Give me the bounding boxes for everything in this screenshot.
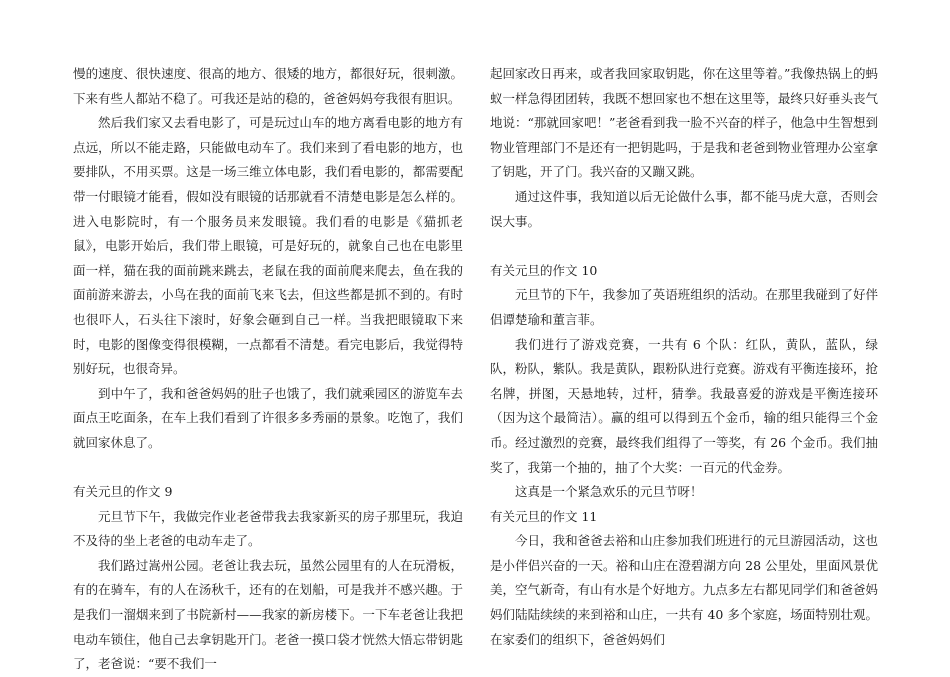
paragraph: 元旦节下午，我做完作业老爸带我去我家新买的房子那里玩，我迫不及待的坐上老爸的电动车走了。 [73,508,463,549]
spacer [490,234,878,259]
paragraph: 今日，我和爸爸去裕和山庄参加我们班进行的元旦游园活动，这也是小伴侣兴奋的一天。裕和山庄在澄碧湖方向 28 公里处，里面风景优美，空气新奇，有山有水是个好地方。九点多左右都见同学们和爸爸妈妈们陆陆续续的来到裕和山庄，一共有 40 多个家庭，场面特别壮观。在家委们的组织下，爸爸妈妈们 [490,533,878,647]
paragraph: 慢的速度、很快速度、很高的地方、很矮的地方，都很好玩，很刺激。下来有些人都站不稳了。可我还是站的稳的，爸爸妈妈夸我很有胆识。 [73,66,463,106]
section-heading-9: 有关元旦的作文 9 [73,484,173,500]
paragraph: 通过这件事，我知道以后无论做什么事，都不能马虎大意，否则会误大事。 [490,188,878,229]
left-column [73,62,463,677]
paragraph: 到中午了，我和爸爸妈妈的肚子也饿了，我们就乘园区的游览车去面点王吃面条，在车上我们看到了许很多多秀丽的景象。吃饱了，我们就回家休息了。 [73,385,463,450]
paragraph: 这真是一个紧急欢乐的元旦节呀！ [515,484,703,500]
section-heading-10: 有关元旦的作文 10 [490,262,598,278]
paragraph: 我们进行了游戏竞赛，一共有 6 个队：红队，黄队，蓝队，绿队，粉队，紫队。我是黄队，跟粉队进行竞赛。游戏有平衡连接环，抢名牌，拼图，天悬地转，过杆，猜拳。我最喜爱的游戏是平衡连接环（因为这个最简洁）。赢的组可以得到五个金币，输的组只能得三个金币。经过激烈的竞赛，最终我们组得了一等奖，有 26 个金币。我们抽奖了，我第一个抽的，抽了个大奖：一百元的代金券。 [490,336,878,475]
paragraph: 我们路过嵩州公园。老爸让我去玩，虽然公园里有的人在玩滑板，有的在骑车，有的人在汤秋千，还有的在划船，可是我并不感兴趣。于是我们一溜烟来到了书院新村——我家的新房楼下。一下车老爸让我把电动车锁住，他自己去拿钥匙开门。老爸一摸口袋才恍然大悟忘带钥匙了，老爸说：“要不我们一 [73,557,463,672]
paragraph: 然后我们家又去看电影了，可是玩过山车的地方离看电影的地方有点远，所以不能走路，只能做电动车了。我们来到了看电影的地方，也要排队，不用买票。这是一场三维立体电影，我们看电影的，都需要配带一付眼镜才能看，假如没有眼镜的话那就看不清楚电影是怎么样的。进入电影院时，有一个服务员来发眼镜。我们看的电影是《猫抓老鼠》，电影开始后，我们带上眼镜，可是好玩的，就象自己也在电影里面一样，猫在我的面前跳来跳去，老鼠在我的面前爬来爬去，鱼在我的面前游来游去，小鸟在我的面前飞来飞去，但这些都是抓不到的。有时也很吓人，石头往下滚时，好象会砸到自己一样。当我把眼镜取下来时，电影的图像变得很模糊，一点都看不清楚。看完电影后，我觉得特别好玩，也很奇异。 [73,115,463,377]
spacer [73,456,463,481]
paragraph: 元旦节的下午，我参加了英语班组织的活动。在那里我碰到了好伴侣谭楚瑜和董言菲。 [490,287,878,327]
section-heading-11: 有关元旦的作文 11 [490,508,598,524]
right-column [490,62,878,652]
paragraph: 起回家改日再来，或者我回家取钥匙，你在这里等着。”我像热锅上的蚂蚁一样急得团团转，我既不想回家也不想在这里等，最终只好垂头丧气地说：“那就回家吧！”老爸看到我一脸不兴奋的样子，他急中生智想到物业管理部门不是还有一把钥匙吗，于是我和老爸到物业管理办公室拿了钥匙，开了门。我兴奋的又蹦又跳。 [490,66,878,180]
